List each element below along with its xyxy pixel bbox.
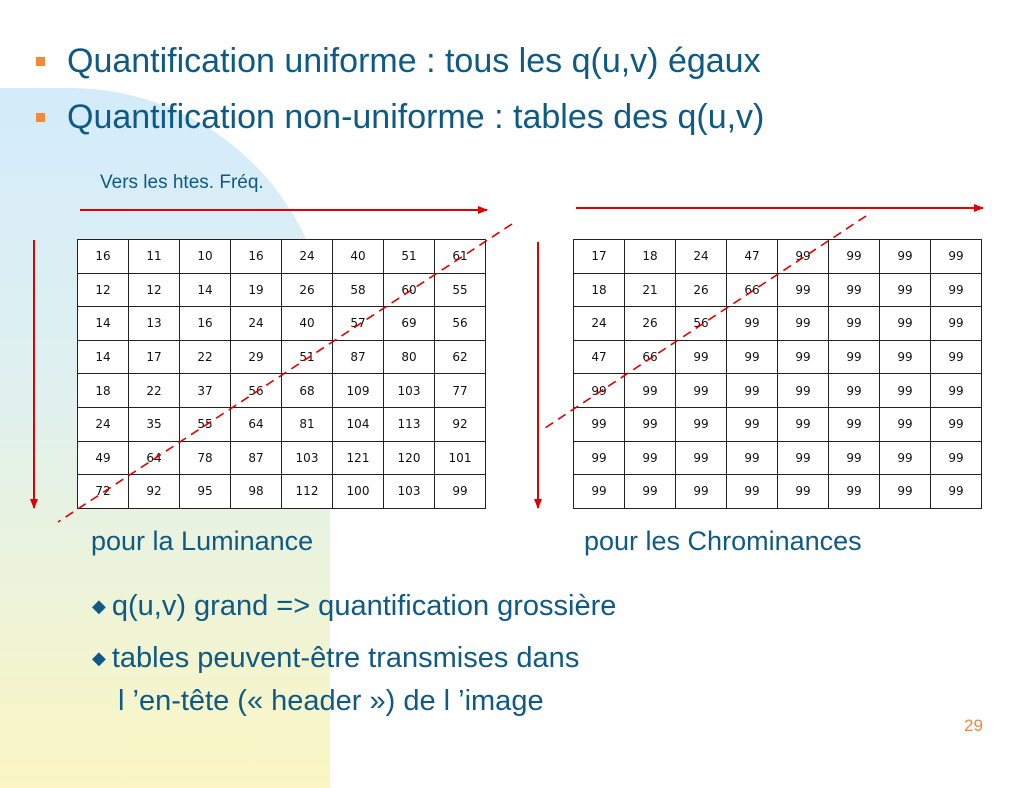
- table-cell: 99: [931, 441, 982, 475]
- table-cell: 99: [778, 340, 829, 374]
- table-cell: 99: [676, 407, 727, 441]
- table-cell: 24: [78, 407, 129, 441]
- table-cell: 99: [727, 307, 778, 341]
- table-cell: 99: [727, 374, 778, 408]
- table-cell: 99: [880, 475, 931, 509]
- table-cell: 18: [574, 273, 625, 307]
- table-cell: 87: [333, 340, 384, 374]
- table-cell: 104: [333, 407, 384, 441]
- table-cell: 99: [829, 273, 880, 307]
- sub-bullet-transmitted-text: tables peuvent-être transmises dans: [111, 642, 580, 674]
- table-cell: 99: [931, 340, 982, 374]
- table-cell: 99: [676, 441, 727, 475]
- table-cell: 99: [880, 441, 931, 475]
- table-cell: 22: [129, 374, 180, 408]
- table-cell: 99: [829, 340, 880, 374]
- table-cell: 24: [574, 307, 625, 341]
- table-cell: 66: [727, 273, 778, 307]
- table-cell: 72: [78, 475, 129, 509]
- table-cell: 103: [384, 475, 435, 509]
- table-cell: 99: [778, 441, 829, 475]
- table-cell: 26: [282, 273, 333, 307]
- table-cell: 99: [625, 374, 676, 408]
- table-cell: 17: [574, 240, 625, 274]
- table-cell: 10: [180, 240, 231, 274]
- table-cell: 57: [333, 307, 384, 341]
- table-cell: 55: [435, 273, 486, 307]
- table-cell: 68: [282, 374, 333, 408]
- table-cell: 14: [180, 273, 231, 307]
- high-frequency-label: Vers les htes. Fréq.: [100, 172, 264, 193]
- table-cell: 99: [880, 273, 931, 307]
- table-cell: 99: [574, 475, 625, 509]
- table-cell: 77: [435, 374, 486, 408]
- table-cell: 12: [78, 273, 129, 307]
- table-cell: 99: [931, 273, 982, 307]
- table-cell: 78: [180, 441, 231, 475]
- luminance-caption: pour la Luminance: [91, 526, 314, 556]
- table-cell: 109: [333, 374, 384, 408]
- table-cell: 87: [231, 441, 282, 475]
- table-cell: 99: [574, 407, 625, 441]
- table-cell: 69: [384, 307, 435, 341]
- table-cell: 99: [676, 374, 727, 408]
- table-cell: 99: [778, 240, 829, 274]
- table-cell: 99: [880, 407, 931, 441]
- diamond-bullet-icon: ◆: [92, 596, 106, 616]
- bullet-uniform-text: Quantification uniforme : tous les q(u,v) égaux: [67, 42, 761, 80]
- table-cell: 80: [384, 340, 435, 374]
- table-cell: 81: [282, 407, 333, 441]
- table-cell: 14: [78, 307, 129, 341]
- table-cell: 112: [282, 475, 333, 509]
- table-cell: 99: [829, 475, 880, 509]
- table-cell: 16: [180, 307, 231, 341]
- chrominance-caption: pour les Chrominances: [584, 526, 862, 556]
- table-cell: 47: [574, 340, 625, 374]
- table-cell: 24: [231, 307, 282, 341]
- table-cell: 99: [727, 340, 778, 374]
- table-cell: 11: [129, 240, 180, 274]
- table-cell: 99: [931, 307, 982, 341]
- table-cell: 24: [282, 240, 333, 274]
- table-cell: 99: [778, 407, 829, 441]
- table-cell: 51: [384, 240, 435, 274]
- table-cell: 40: [282, 307, 333, 341]
- table-cell: 99: [829, 307, 880, 341]
- table-cell: 16: [78, 240, 129, 274]
- table-cell: 51: [282, 340, 333, 374]
- table-cell: 99: [880, 340, 931, 374]
- table-cell: 99: [727, 407, 778, 441]
- table-cell: 99: [778, 374, 829, 408]
- table-cell: 21: [625, 273, 676, 307]
- table-cell: 37: [180, 374, 231, 408]
- table-cell: 113: [384, 407, 435, 441]
- table-cell: 60: [384, 273, 435, 307]
- table-cell: 99: [829, 374, 880, 408]
- table-cell: 99: [574, 441, 625, 475]
- table-cell: 49: [78, 441, 129, 475]
- table-cell: 99: [829, 441, 880, 475]
- table-cell: 29: [231, 340, 282, 374]
- table-cell: 99: [574, 374, 625, 408]
- table-cell: 121: [333, 441, 384, 475]
- chrominance-diagonal-dashed-line: [545, 216, 866, 428]
- table-cell: 92: [435, 407, 486, 441]
- sub-bullet-coarse-text: q(u,v) grand => quantification grossière: [111, 590, 617, 622]
- table-cell: 101: [435, 441, 486, 475]
- table-cell: 99: [727, 475, 778, 509]
- table-cell: 99: [829, 240, 880, 274]
- table-cell: 99: [778, 475, 829, 509]
- table-cell: 64: [231, 407, 282, 441]
- table-cell: 99: [727, 441, 778, 475]
- table-cell: 95: [180, 475, 231, 509]
- table-cell: 99: [880, 374, 931, 408]
- sub-bullet-transmitted-line2: l ’en-tête (« header ») de l ’image: [118, 685, 544, 717]
- table-cell: 19: [231, 273, 282, 307]
- table-cell: 12: [129, 273, 180, 307]
- table-cell: 99: [435, 475, 486, 509]
- table-cell: 66: [625, 340, 676, 374]
- table-cell: 99: [625, 475, 676, 509]
- table-cell: 99: [880, 240, 931, 274]
- table-cell: 61: [435, 240, 486, 274]
- diamond-bullet-icon: ◆: [92, 648, 106, 668]
- table-cell: 99: [625, 441, 676, 475]
- table-cell: 99: [931, 240, 982, 274]
- table-cell: 16: [231, 240, 282, 274]
- table-cell: 103: [282, 441, 333, 475]
- table-cell: 47: [727, 240, 778, 274]
- table-cell: 35: [129, 407, 180, 441]
- table-cell: 99: [778, 307, 829, 341]
- table-cell: 17: [129, 340, 180, 374]
- table-cell: 18: [625, 240, 676, 274]
- table-cell: 99: [931, 374, 982, 408]
- table-cell: 18: [78, 374, 129, 408]
- table-cell: 99: [931, 475, 982, 509]
- table-cell: 26: [676, 273, 727, 307]
- table-cell: 55: [180, 407, 231, 441]
- table-cell: 13: [129, 307, 180, 341]
- table-cell: 99: [625, 407, 676, 441]
- table-cell: 40: [333, 240, 384, 274]
- table-cell: 56: [676, 307, 727, 341]
- table-cell: 100: [333, 475, 384, 509]
- table-cell: 26: [625, 307, 676, 341]
- table-cell: 99: [676, 475, 727, 509]
- table-cell: 58: [333, 273, 384, 307]
- table-cell: 62: [435, 340, 486, 374]
- table-cell: 24: [676, 240, 727, 274]
- bullet-non-uniform-text: Quantification non-uniforme : tables des q(u,v): [67, 98, 765, 136]
- table-cell: 56: [231, 374, 282, 408]
- luminance-diagonal-dashed-line: [58, 224, 512, 522]
- table-cell: 99: [676, 340, 727, 374]
- table-cell: 103: [384, 374, 435, 408]
- table-cell: 120: [384, 441, 435, 475]
- table-cell: 99: [880, 307, 931, 341]
- table-cell: 64: [129, 441, 180, 475]
- table-cell: 99: [931, 407, 982, 441]
- table-cell: 92: [129, 475, 180, 509]
- table-cell: 99: [829, 407, 880, 441]
- table-cell: 22: [180, 340, 231, 374]
- table-cell: 98: [231, 475, 282, 509]
- table-cell: 56: [435, 307, 486, 341]
- table-cell: 14: [78, 340, 129, 374]
- page-number: 29: [964, 716, 983, 735]
- table-cell: 99: [778, 273, 829, 307]
